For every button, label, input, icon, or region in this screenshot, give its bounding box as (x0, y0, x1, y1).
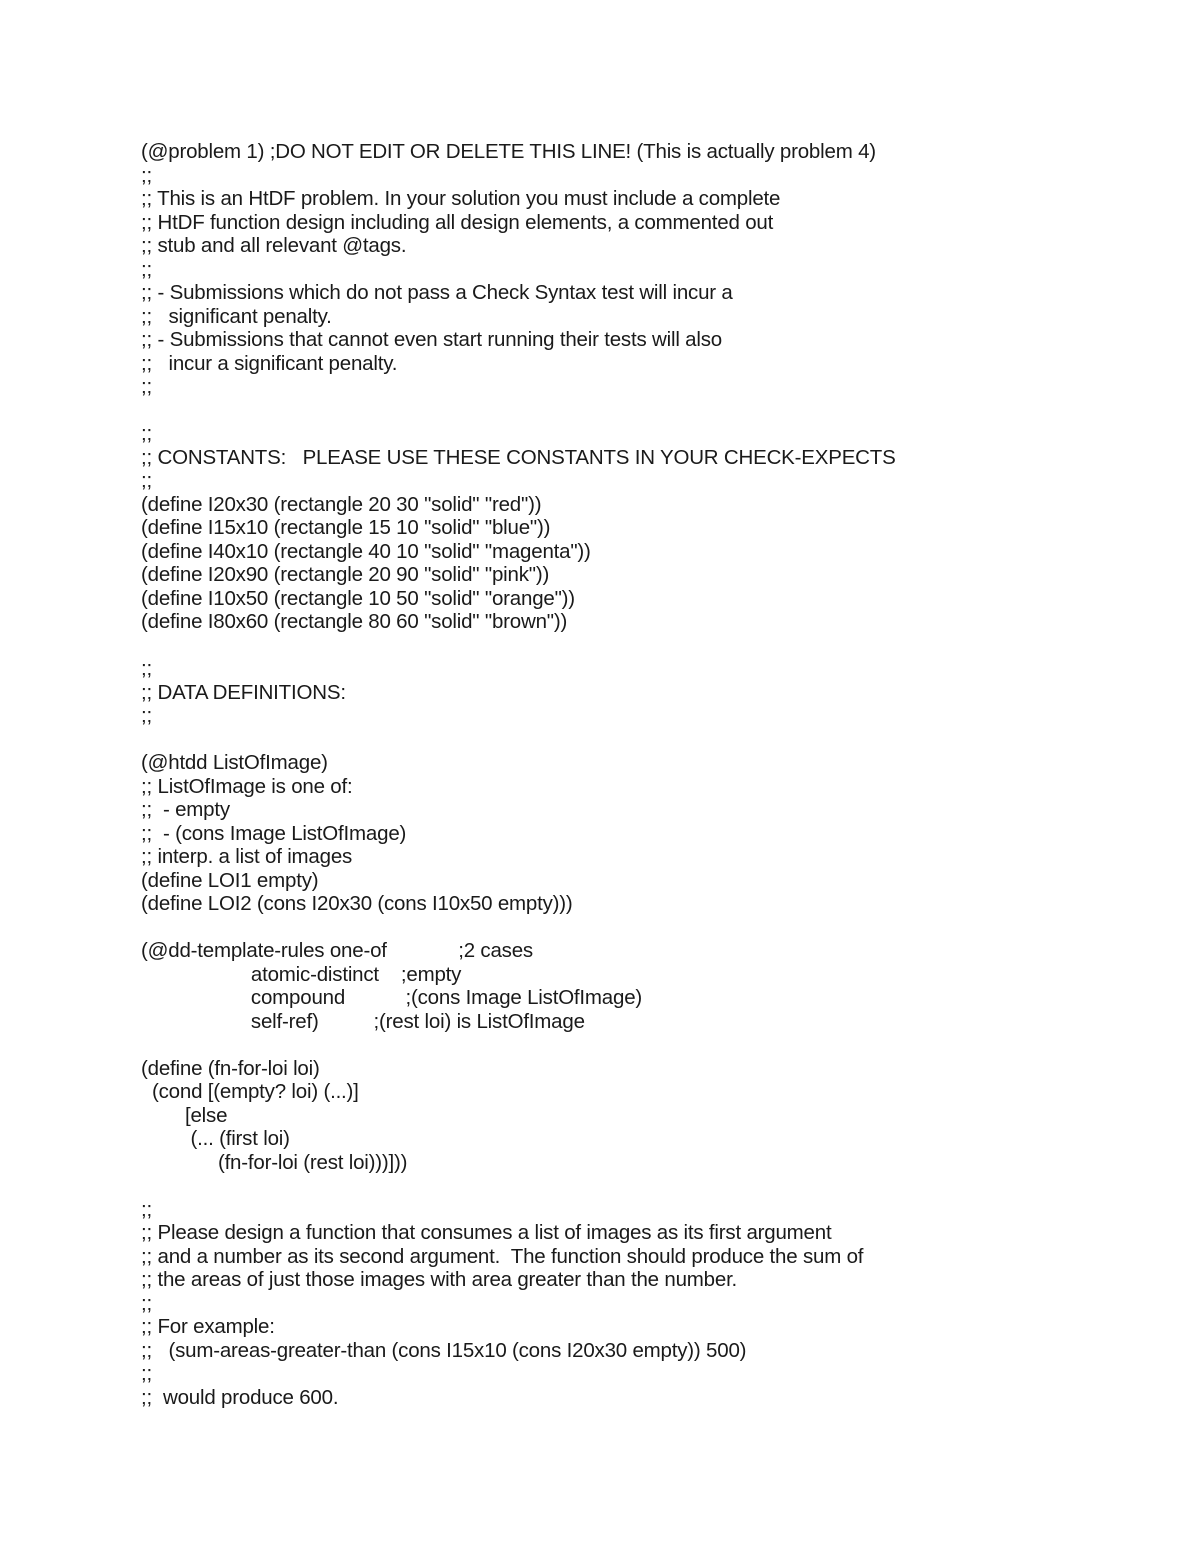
text-line: ;; (141, 657, 152, 680)
text-line (141, 634, 1141, 658)
text-line: ;; Please design a function that consumes a list of images as its first argument (141, 1221, 832, 1244)
text-line: ;; - Submissions which do not pass a Check Syntax test will incur a (141, 281, 733, 304)
text-line (141, 1174, 1141, 1198)
text-line: ;; For example: (141, 1315, 275, 1338)
text-line: compound ;(cons Image ListOfImage) (141, 986, 643, 1009)
text-line: ;; would produce 600. (141, 1385, 339, 1409)
text-line: (define I15x10 (rectangle 15 10 "solid" "blue")) (141, 516, 551, 539)
text-line: self-ref) ;(rest loi) is ListOfImage (141, 1009, 585, 1033)
text-line (141, 1033, 1141, 1057)
text-line: ;; (141, 1197, 152, 1221)
text-line: ;; (141, 422, 152, 445)
text-line (141, 399, 1141, 423)
text-line: ;; This is an HtDF problem. In your solution you must include a complete (141, 187, 781, 210)
text-line: ;; incur a significant penalty. (141, 351, 398, 375)
document-text (141, 140, 1141, 1409)
text-line: (@problem 1) ;DO NOT EDIT OR DELETE THIS LINE! (This is actually problem 4) (141, 140, 876, 163)
text-line: ;; interp. a list of images (141, 845, 353, 868)
text-line: ;; (141, 469, 152, 492)
text-line: ;; (141, 375, 152, 398)
text-line: ;; CONSTANTS: PLEASE USE THESE CONSTANTS IN YOUR CHECK-EXPECTS (141, 445, 896, 469)
text-line: (... (first loi) (141, 1127, 290, 1150)
text-line: (define I40x10 (rectangle 40 10 "solid" "magenta")) (141, 539, 591, 563)
text-line: ;; - (cons Image ListOfImage) (141, 821, 407, 845)
text-line: (@dd-template-rules one-of ;2 cases (141, 939, 533, 962)
text-line: ;; (141, 1291, 152, 1315)
text-line: ;; and a number as its second argument. The function should produce the sum of (141, 1244, 864, 1268)
text-line: (define I10x50 (rectangle 10 50 "solid" "orange")) (141, 586, 575, 610)
text-line (141, 728, 1141, 752)
text-line: ;; HtDF function design including all design elements, a commented out (141, 210, 774, 234)
text-line: [else (141, 1103, 228, 1127)
text-line: (define I20x90 (rectangle 20 90 "solid" "pink")) (141, 563, 550, 586)
text-line: ;; - empty (141, 798, 230, 821)
text-line: ;; (141, 163, 152, 187)
text-line: (define LOI2 (cons I20x30 (cons I10x50 empty))) (141, 892, 573, 915)
text-line: ;; stub and all relevant @tags. (141, 234, 407, 257)
text-line: ;; (sum-areas-greater-than (cons I15x10 (cons I20x30 empty)) 500) (141, 1338, 747, 1362)
text-line: ;; (141, 704, 152, 727)
text-line: (define I20x30 (rectangle 20 30 "solid" "red")) (141, 492, 542, 516)
text-line: ;; DATA DEFINITIONS: (141, 680, 346, 704)
text-line: (define I80x60 (rectangle 80 60 "solid" "brown")) (141, 610, 568, 633)
text-line: (fn-for-loi (rest loi)))])) (141, 1150, 408, 1174)
text-line: ;; (141, 257, 152, 281)
text-line: ;; (141, 1362, 152, 1385)
text-line: (@htdd ListOfImage) (141, 751, 328, 774)
text-line: atomic-distinct ;empty (141, 962, 462, 986)
text-line: (cond [(empty? loi) (...)] (141, 1080, 359, 1103)
text-line (141, 916, 1141, 940)
text-line: (define LOI1 empty) (141, 868, 319, 892)
text-line: ;; the areas of just those images with area greater than the number. (141, 1268, 738, 1291)
text-line: ;; significant penalty. (141, 304, 332, 328)
text-line: (define (fn-for-loi loi) (141, 1056, 320, 1080)
text-line: ;; ListOfImage is one of: (141, 774, 353, 798)
text-line: ;; - Submissions that cannot even start running their tests will also (141, 328, 722, 351)
